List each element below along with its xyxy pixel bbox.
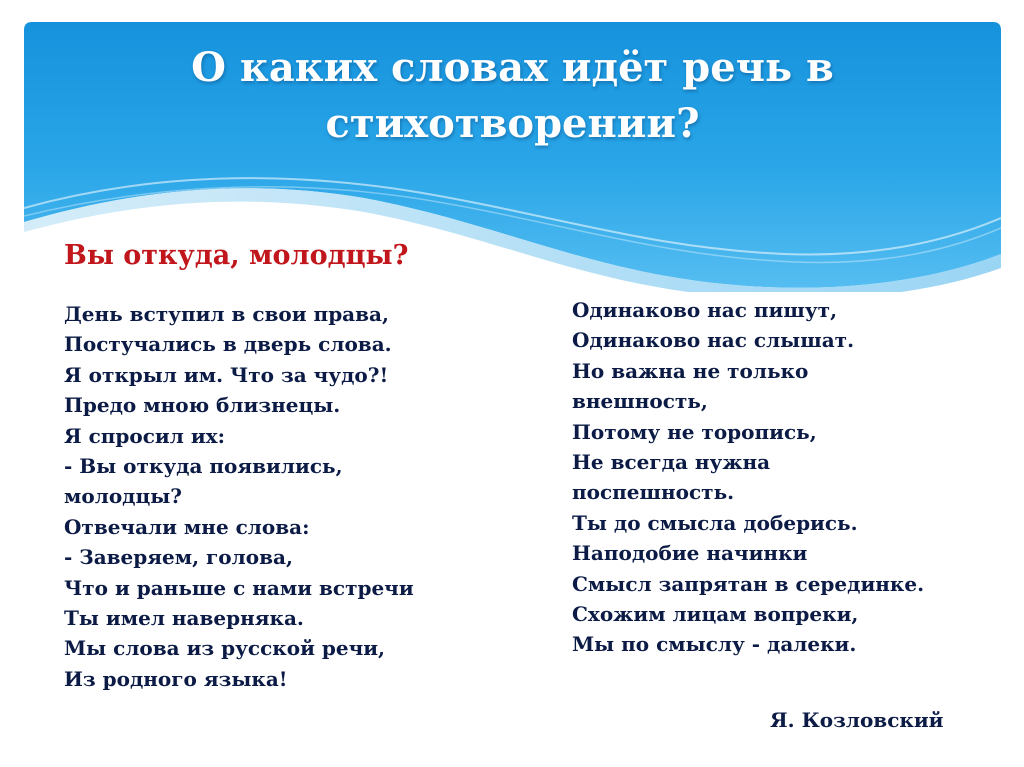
poem-line: Мы по смыслу - далеки. [572,632,857,657]
poem-line: Но важна не только [572,358,809,383]
poem-line: Ты имел наверняка. [64,606,304,631]
poem-line: Одинаково нас слышат. [572,328,855,353]
poem-line: Наподобие начинки [572,541,808,566]
poem-line: Я открыл им. Что за чудо?! [64,362,389,387]
poem-line: молодцы? [64,484,183,509]
poem-line: День вступил в свои права, [64,302,389,326]
poem-line: Предо мною близнецы. [64,393,341,418]
poem-line: внешность, [572,389,708,414]
poem-line: Постучались в дверь слова. [64,332,392,357]
poem-line: Схожим лицам вопреки, [572,602,859,627]
poem-line: Не всегда нужна [572,450,771,475]
poem-subtitle: Вы откуда, молодцы? [64,240,409,271]
poem-line: Смысл запрятан в серединке. [572,571,925,596]
poem-author: Я. Козловский [770,708,944,732]
poem-line: Что и раньше с нами встречи [64,575,414,600]
poem-line: Из родного языка! [64,666,288,691]
slide-title: О каких словах идёт речь в стихотворении? [191,44,834,147]
poem-line: - Заверяем, голова, [64,545,293,570]
poem-line: Потому не торопись, [572,419,817,444]
poem-line: поспешность. [572,480,735,505]
poem-line: Отвечали мне слова: [64,514,310,539]
poem-line: Одинаково нас пишут, [572,298,838,322]
poem-right-column [572,295,924,660]
poem-line: Я спросил их: [64,423,225,448]
poem-line: Ты до смысла доберись. [572,510,858,535]
poem-left-column [64,299,414,694]
poem-line: Мы слова из русской речи, [64,636,386,661]
poem-line: - Вы откуда появились, [64,454,343,479]
